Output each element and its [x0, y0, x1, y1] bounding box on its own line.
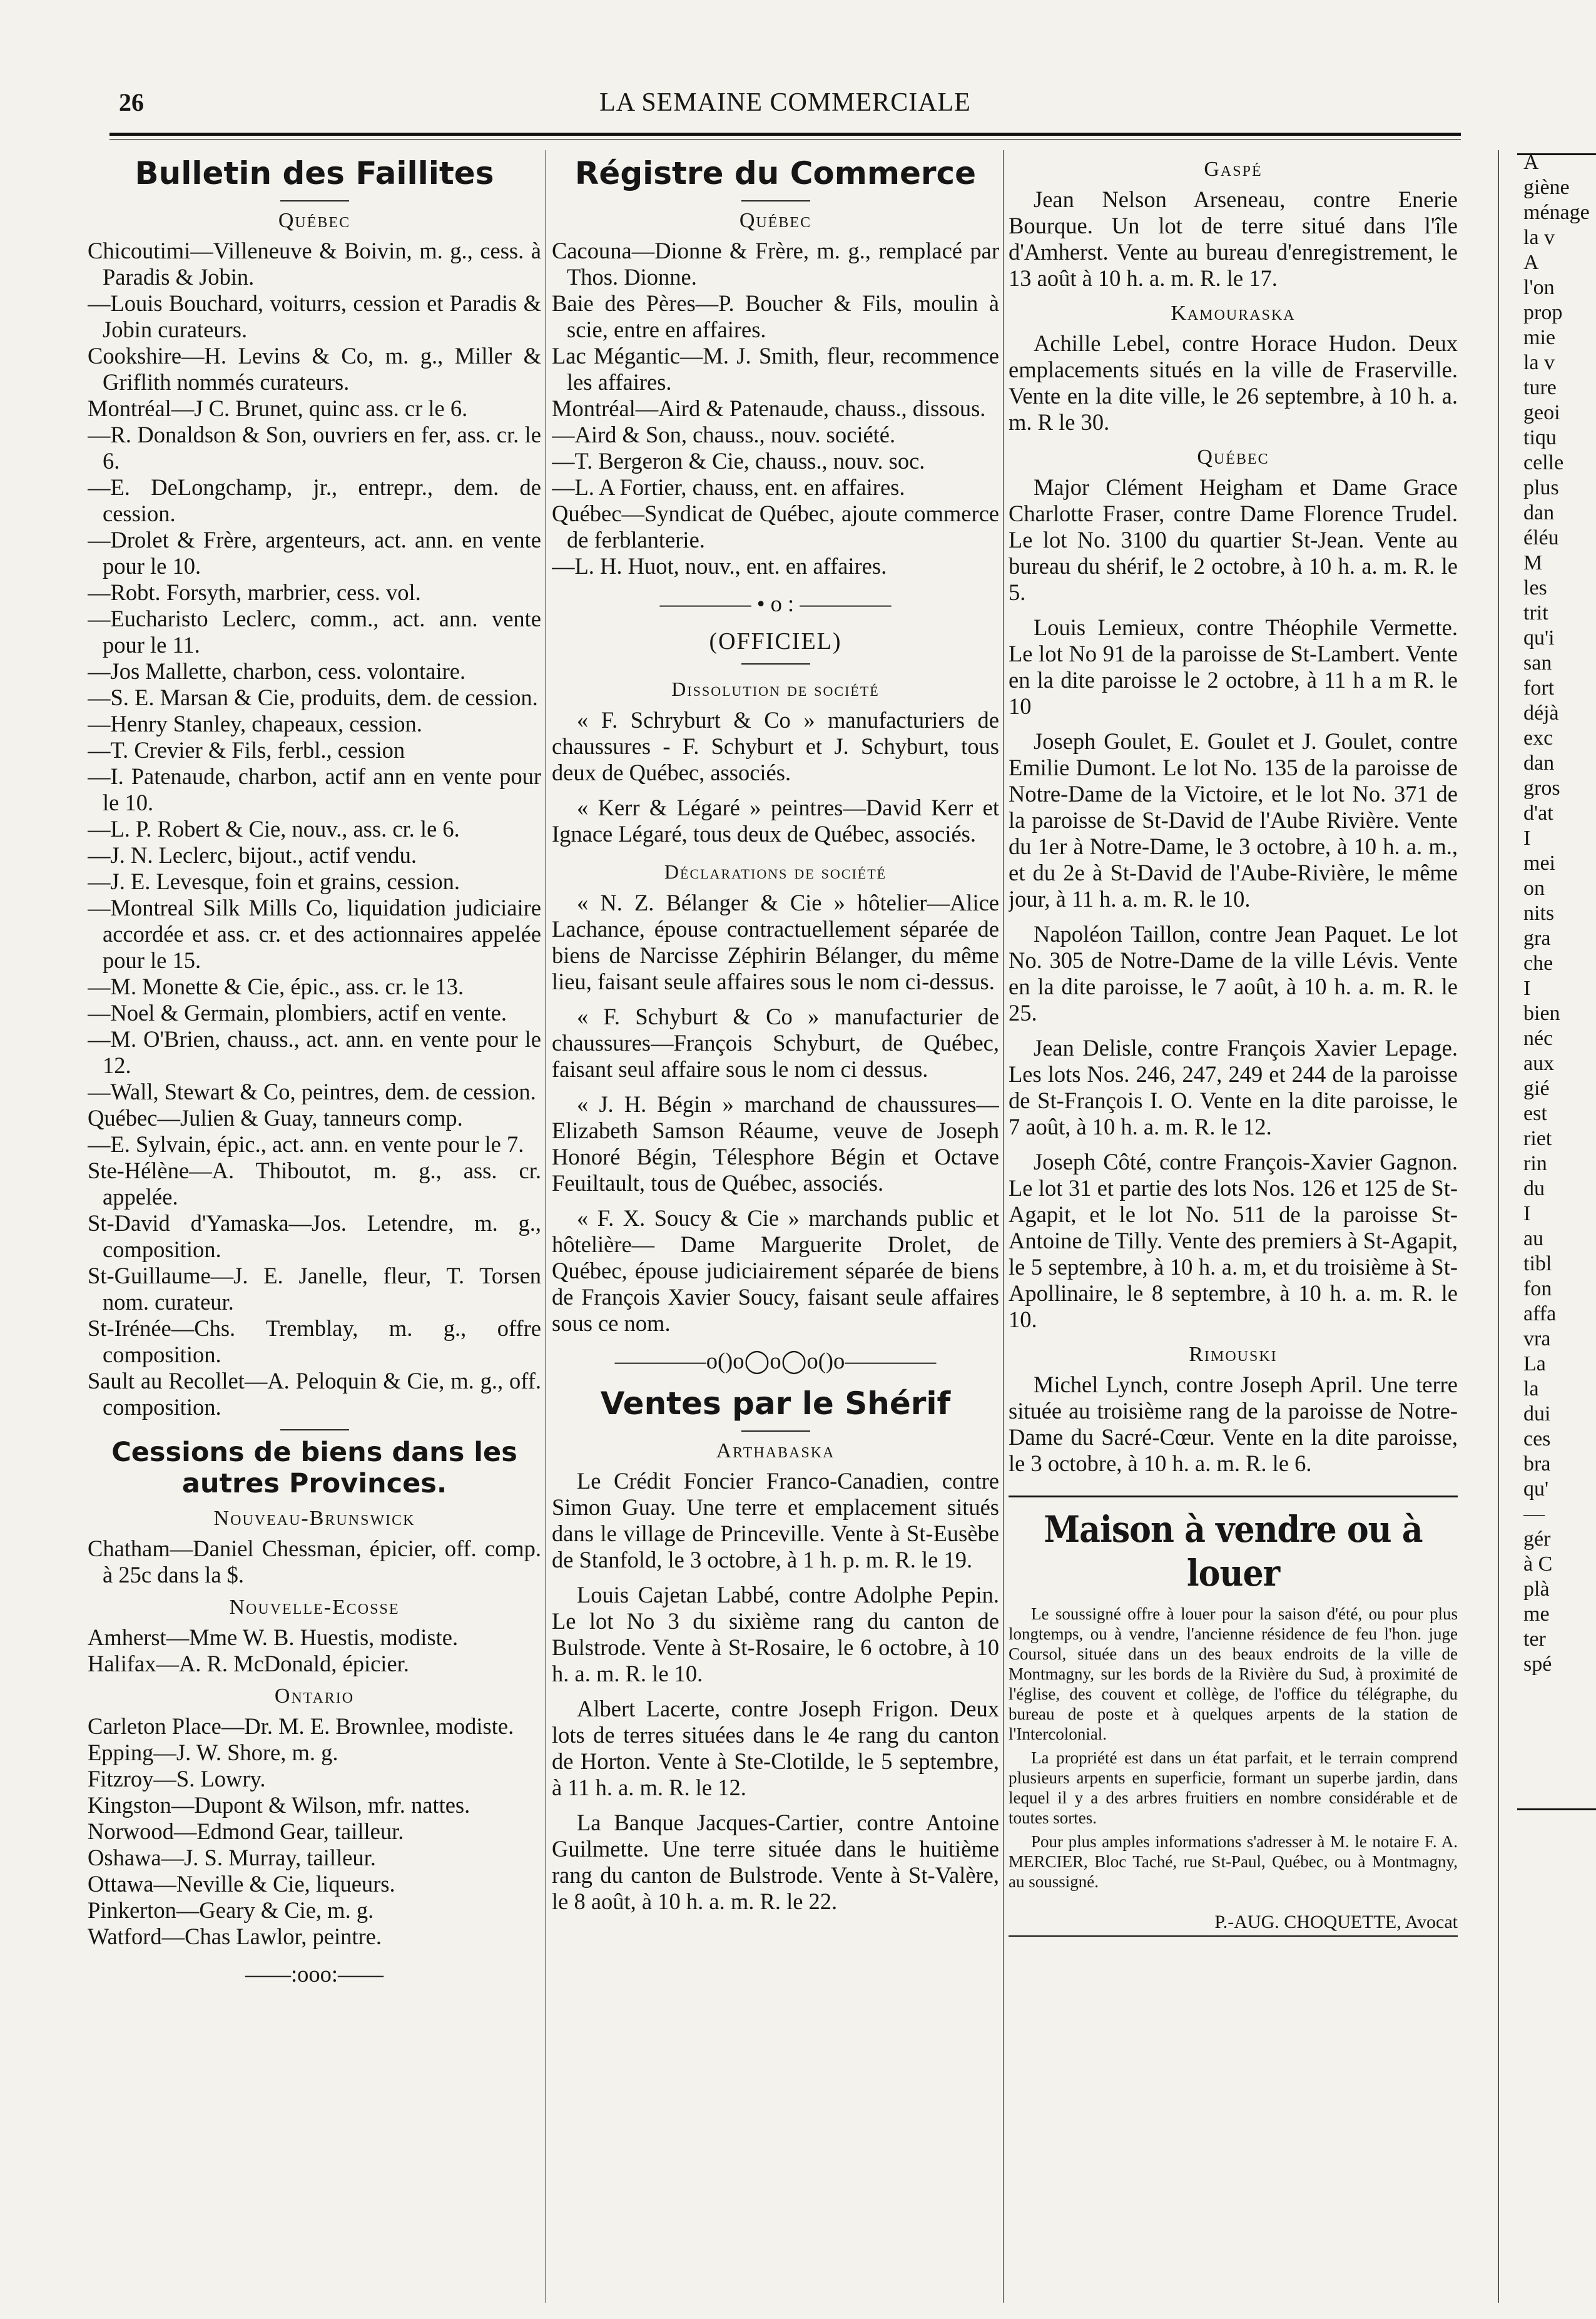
faillite-entry: St-David d'Yamaska—Jos. Letendre, m. g., composition. — [88, 1210, 541, 1262]
cession-entry: Amherst—Mme W. B. Huestis, modiste. — [88, 1624, 459, 1650]
cropped-fragment: gié — [1523, 1077, 1550, 1100]
vente-entry: Jean Delisle, contre François Xavier Lepage. Les lots Nos. 246, 247, 249 et 244 de la paroisse de St-François I. O. Vente en la dite paroisse, le 7 août, à 10 h. a. m. R. le 12. — [1009, 1035, 1458, 1139]
cropped-fragment: qu' — [1523, 1477, 1549, 1501]
cropped-fragment: la v — [1523, 351, 1555, 374]
cropped-fragment: ture — [1523, 376, 1557, 399]
rimouski-list — [1009, 1372, 1458, 1477]
dissolution-heading: Dissolution de société — [671, 678, 880, 700]
cession-entry: Pinkerton—Geary & Cie, m. g. — [88, 1897, 374, 1923]
cession-entry: Epping—J. W. Shore, m. g. — [88, 1740, 338, 1765]
cropped-fragment: dui — [1523, 1402, 1551, 1425]
cropped-fragment: éléu — [1523, 526, 1559, 549]
registre-entry: —T. Bergeron & Cie, chauss., nouv. soc. — [552, 448, 925, 474]
cropped-fragment: prop — [1523, 301, 1563, 324]
faillite-entry: —Montreal Silk Mills Co, liquidation judiciaire accordée et ass. cr. et des actionnaires appelée pour le 15. — [88, 895, 541, 973]
cropped-fragment: I — [1523, 977, 1531, 1000]
cropped-fragment: san — [1523, 651, 1552, 675]
cropped-fragments — [1523, 150, 1596, 1677]
declaration-entry: « F. Schyburt & Co » manufacturier de chaussures—François Schyburt, de Québec, faisant seul affaire sous le nom ci dessus. — [552, 1004, 999, 1082]
cropped-fragment: vra — [1523, 1327, 1551, 1350]
declaration-entry: « N. Z. Bélanger & Cie » hôtelier—Alice Lachance, épouse contractuellement séparée de biens de Narcisse Zéphirin Bélanger, du même lieu, faisant seule affaires sous le nom ci-dessus. — [552, 890, 999, 994]
section-title-ventes: Ventes par le Shérif — [600, 1385, 951, 1422]
registre-entry: Québec—Syndicat de Québec, ajoute commerce de ferblanterie. — [552, 501, 999, 553]
cropped-fragment: fort — [1523, 676, 1555, 700]
declarations-list — [552, 890, 999, 1337]
cropped-fragment: bien — [1523, 1002, 1560, 1025]
column-ventes-suite — [1009, 150, 1458, 2303]
faillite-entry: —Wall, Stewart & Co, peintres, dem. de cession. — [88, 1079, 536, 1104]
cession-entry: Chatham—Daniel Chessman, épicier, off. comp. à 25c dans la $. — [88, 1536, 541, 1588]
region-heading-ne: Nouvelle-Ecosse — [229, 1596, 400, 1619]
page-number: 26 — [119, 88, 144, 116]
cession-entry: Norwood—Edmond Gear, tailleur. — [88, 1818, 404, 1844]
divider — [741, 663, 810, 665]
faillite-entry: —R. Donaldson & Son, ouvriers en fer, ass. cr. le 6. — [88, 422, 541, 474]
section-title-registre: Régistre du Commerce — [574, 155, 977, 191]
cropped-fragment: mei — [1523, 852, 1555, 875]
cropped-fragment: qu'i — [1523, 626, 1555, 650]
vente-entry: Joseph Côté, contre François-Xavier Gagnon. Le lot 31 et partie des lots Nos. 126 et 125 de St-Agapit, et le lot No. 511 de la paroisse St-Antoine de Tilly. Vente des premiers à St-Agapit, le 5 septembre, à 10 h. a. m, et du troisième à St-Apollinaire, le 8 septembre, à 10 h. a. m. R. le 10. — [1009, 1149, 1458, 1332]
registre-entry: Montréal—Aird & Patenaude, chauss., dissous. — [552, 395, 986, 421]
vente-entry: Major Clément Heigham et Dame Grace Charlotte Fraser, contre Dame Florence Trudel. Le lot No. 3100 du quartier St-Jean. Vente au bureau du shérif, le 2 octobre, à 10 h. a. m. R. le 5. — [1009, 474, 1458, 605]
registre-list — [552, 238, 999, 579]
faillite-entry: —Jos Mallette, charbon, cess. volontaire. — [88, 658, 466, 684]
divider — [741, 1430, 810, 1432]
vente-entry: Joseph Goulet, E. Goulet et J. Goulet, contre Emilie Dumont. Le lot No. 135 de la paroisse de Notre-Dame de la Victoire, et le lot No. 371 de la paroisse de St-David de l'Aube Rivière. Vente du 1er à Notre-Dame, le 3 octobre, à 10 h. a. m., et du 2e à St-David de l'Aube-Rivière, le même jour, à 11 h. a. m. R. le 10. — [1009, 728, 1458, 912]
cropped-fragment: fon — [1523, 1277, 1552, 1300]
kamouraska-list — [1009, 330, 1458, 436]
cession-entry: Halifax—A. R. McDonald, épicier. — [88, 1651, 409, 1676]
cropped-fragment: à C — [1523, 1552, 1553, 1576]
faillite-entry: —T. Crevier & Fils, ferbl., cession — [88, 737, 405, 763]
vente-entry: La Banque Jacques-Cartier, contre Antoine Guilmette. Une terre située dans le huitième rang du canton de Bulstrode. Vente à St-Valère, le 8 août, à 10 h. a. m. R. le 22. — [552, 1810, 999, 1914]
region-heading-quebec: Québec — [278, 209, 351, 232]
cropped-fragment: tibl — [1523, 1252, 1552, 1275]
vente-entry: Jean Nelson Arseneau, contre Enerie Bourque. Un lot de terre situé dans l'île d'Amherst. Vente au bureau d'enregistrement, le 13 août à 10 h. a. m. R. le 17. — [1009, 186, 1458, 291]
cropped-fragment: la v — [1523, 226, 1555, 249]
ad-body — [1009, 1604, 1458, 1892]
cession-entry: Carleton Place—Dr. M. E. Brownlee, modiste. — [88, 1713, 514, 1739]
cropped-fragment: l'on — [1523, 276, 1555, 299]
cropped-fragment: La — [1523, 1352, 1546, 1375]
cropped-fragment: la — [1523, 1377, 1539, 1400]
cropped-fragment: exc — [1523, 726, 1553, 750]
cropped-fragment: riet — [1523, 1127, 1552, 1150]
dissolution-entry: « Kerr & Légaré » peintres—David Kerr et Ignace Légaré, tous deux de Québec, associés. — [552, 795, 999, 847]
vente-entry: Michel Lynch, contre Joseph April. Une terre située au troisième rang de la paroisse de Notre-Dame du Sacré-Cœur. Vente en la dite paroisse, le 3 octobre, à 10 h. a. m. R. le 6. — [1009, 1372, 1458, 1476]
column-divider — [1003, 150, 1004, 2303]
vente-entry: Albert Lacerte, contre Joseph Frigon. Deux lots de terres situées dans le 4e rang du canton de Horton. Vente à Ste-Clotilde, le 5 septembre, à 11 h. a. m. R. le 12. — [552, 1696, 999, 1800]
faillite-entry: —M. O'Brien, chauss., act. ann. en vente pour le 12. — [88, 1026, 541, 1078]
dissolution-entry: « F. Schryburt & Co » manufacturiers de chaussures - F. Schyburt et J. Schyburt, tous deux de Québec, associés. — [552, 707, 999, 785]
column-divider — [1498, 150, 1499, 2303]
official-heading: (OFFICIEL) — [709, 628, 842, 655]
faillite-entry: —I. Patenaude, charbon, actif ann en vente pour le 10. — [88, 763, 541, 815]
region-heading-quebec: Québec — [739, 209, 812, 232]
advertisement — [1009, 1496, 1458, 1937]
cession-entry: Watford—Chas Lawlor, peintre. — [88, 1924, 382, 1949]
gaspe-list — [1009, 186, 1458, 292]
cropped-fragment: gra — [1523, 927, 1551, 950]
ne-list — [88, 1624, 541, 1677]
faillite-entry: —Noel & Germain, plombiers, actif en vente. — [88, 1000, 507, 1026]
declaration-entry: « J. H. Bégin » marchand de chaussures—Elizabeth Samson Réaume, veuve de Joseph Honoré Bégin, Télesphore Bégin et Octave Feuiltault, tous de Québec, associés. — [552, 1091, 999, 1196]
cession-entry: Fitzroy—S. Lowry. — [88, 1766, 266, 1791]
divider — [280, 200, 349, 201]
cropped-fragment: déjà — [1523, 701, 1559, 725]
cropped-fragment: ménage — [1523, 201, 1590, 224]
cropped-fragment: au — [1523, 1227, 1544, 1250]
journal-title: LA SEMAINE COMMERCIALE — [599, 88, 971, 117]
ornament-separator: ————o()o◯o◯o()o———— — [614, 1348, 937, 1374]
faillite-entry: —Drolet & Frère, argenteurs, act. ann. en vente pour le 10. — [88, 527, 541, 579]
ad-title: Maison à vendre ou à louer — [1044, 1508, 1423, 1594]
cropped-fragment: dan — [1523, 501, 1555, 524]
page-header — [119, 88, 1451, 125]
vente-entry: Napoléon Taillon, contre Jean Paquet. Le lot No. 305 de Notre-Dame de la ville Lévis. Vente en la dite paroisse, le 7 août, à 10 h. a. m. R. le 25. — [1009, 921, 1458, 1026]
cropped-fragment: bra — [1523, 1452, 1551, 1475]
faillite-entry: Montréal—J C. Brunet, quinc ass. cr le 6. — [88, 395, 468, 421]
faillite-entry: —J. E. Levesque, foin et grains, cession. — [88, 869, 460, 894]
ad-paragraph: La propriété est dans un état parfait, et le terrain comprend plusieurs arpents en superficie, formant un superbe jardin, dans lequel il y a des arbres fruitiers en nombre considérable et de toutes sortes. — [1009, 1748, 1458, 1827]
cropped-fragment: ter — [1523, 1628, 1546, 1651]
faillite-entry: —M. Monette & Cie, épic., ass. cr. le 13. — [88, 974, 464, 999]
cropped-fragment: d'at — [1523, 802, 1553, 825]
section-title-cessions: Cessions de biens dans les autres Provinces. — [111, 1437, 517, 1499]
faillite-entry: —E. DeLongchamp, jr., entrepr., dem. de cession. — [88, 474, 541, 526]
cropped-fragment: giène — [1523, 176, 1570, 199]
cropped-fragment: celle — [1523, 451, 1564, 474]
column-registre-commerce — [552, 150, 999, 2303]
dissolution-list — [552, 707, 999, 847]
faillite-entry: —L. P. Robert & Cie, nouv., ass. cr. le 6. — [88, 816, 460, 842]
registre-entry: Lac Mégantic—M. J. Smith, fleur, recommence les affaires. — [552, 343, 999, 395]
cropped-fragment: gér — [1523, 1527, 1551, 1551]
cession-entry: Kingston—Dupont & Wilson, mfr. nattes. — [88, 1792, 470, 1818]
cropped-fragment: I — [1523, 827, 1531, 850]
cropped-fragment: I — [1523, 1202, 1531, 1225]
cropped-fragment: tiqu — [1523, 426, 1557, 449]
vente-entry: Louis Cajetan Labbé, contre Adolphe Pepin. Le lot No 3 du sixième rang du canton de Bulstrode. Vente à St-Rosaire, le 6 octobre, à 10 h. a. m. R. le 10. — [552, 1582, 999, 1686]
quebec-list — [1009, 474, 1458, 1333]
faillite-entry: Cookshire—H. Levins & Co, m. g., Miller & Griflith nommés curateurs. — [88, 343, 541, 395]
faillite-entry: —Louis Bouchard, voiturrs, cession et Paradis & Jobin curateurs. — [88, 290, 541, 342]
cropped-fragment: A — [1523, 251, 1539, 274]
cropped-fragment: — — [1523, 1502, 1545, 1526]
ad-paragraph: Pour plus amples informations s'adresser à M. le notaire F. A. MERCIER, Bloc Taché, rue St-Paul, Québec, ou à Montmagny, au soussigné. — [1009, 1832, 1458, 1891]
ad-signature: P.-AUG. CHOQUETTE, Avocat — [1214, 1912, 1458, 1932]
cession-entry: Ottawa—Neville & Cie, liqueurs. — [88, 1871, 395, 1897]
region-heading-quebec: Québec — [1197, 446, 1269, 469]
ontario-list — [88, 1713, 541, 1950]
ornament-separator: ———— • o : ———— — [659, 591, 892, 616]
faillites-list — [88, 238, 541, 1420]
faillite-entry: Québec—Julien & Guay, tanneurs comp. — [88, 1105, 463, 1131]
vente-entry: Le Crédit Foncier Franco-Canadien, contre Simon Guay. Une terre et emplacement situés dans le village de Princeville. Vente à St-Eusèbe de Stanfold, le 3 octobre, à 1 h. p. m. R. le 19. — [552, 1468, 999, 1572]
cropped-fragment: M — [1523, 551, 1543, 574]
cropped-fragment: spé — [1523, 1653, 1552, 1676]
divider — [741, 200, 810, 201]
region-heading-ontario: Ontario — [274, 1684, 355, 1708]
faillite-entry: —Eucharisto Leclerc, comm., act. ann. vente pour le 11. — [88, 606, 541, 658]
registre-entry: Baie des Pères—P. Boucher & Fils, moulin à scie, entre en affaires. — [552, 290, 999, 342]
header-rule-thin — [109, 139, 1461, 140]
declarations-heading: Déclarations de société — [664, 860, 887, 883]
region-heading-kamouraska: Kamouraska — [1171, 302, 1296, 325]
column-cropped-edge — [1523, 150, 1596, 2303]
registre-entry: —Aird & Son, chauss., nouv. société. — [552, 422, 896, 447]
faillite-entry: —S. E. Marsan & Cie, produits, dem. de cession. — [88, 685, 538, 710]
cropped-fragment: du — [1523, 1177, 1545, 1200]
cropped-fragment: me — [1523, 1603, 1550, 1626]
cropped-fragment: aux — [1523, 1052, 1555, 1075]
cropped-fragment: affa — [1523, 1302, 1557, 1325]
cropped-fragment: plà — [1523, 1577, 1550, 1601]
cropped-fragment: néc — [1523, 1027, 1553, 1050]
declaration-entry: « F. X. Soucy & Cie » marchands public et hôtelière— Dame Marguerite Drolet, de Québec, épouse judiciairement séparée de biens de François Xavier Soucy, faisant seule affaires sous ce nom. — [552, 1205, 999, 1336]
faillite-entry: —Henry Stanley, chapeaux, cession. — [88, 711, 422, 736]
vente-entry: Achille Lebel, contre Horace Hudon. Deux emplacements situés en la ville de Fraserville. Vente en la dite ville, le 26 septembre, à 10 h. a. m. R le 30. — [1009, 330, 1458, 435]
region-heading-nb: Nouveau-Brunswick — [213, 1507, 415, 1530]
ventes-list — [552, 1468, 999, 1915]
registre-entry: Cacouna—Dionne & Frère, m. g., remplacé par Thos. Dionne. — [552, 238, 999, 290]
cropped-fragment: gros — [1523, 777, 1560, 800]
faillite-entry: St-Guillaume—J. E. Janelle, fleur, T. Torsen nom. curateur. — [88, 1263, 541, 1315]
cropped-fragment: est — [1523, 1102, 1547, 1125]
end-ornament: ——:ooo:—— — [245, 1961, 384, 1987]
region-heading-rimouski: Rimouski — [1189, 1343, 1278, 1366]
section-title-faillites: Bulletin des Faillites — [135, 155, 494, 191]
cropped-fragment: che — [1523, 952, 1553, 975]
cropped-fragment: on — [1523, 877, 1545, 900]
cropped-fragment: plus — [1523, 476, 1559, 499]
cropped-fragment: nits — [1523, 902, 1555, 925]
registre-entry: —L. H. Huot, nouv., ent. en affaires. — [552, 553, 887, 579]
divider — [280, 1429, 349, 1430]
nb-list — [88, 1536, 541, 1588]
ad-paragraph: Le soussigné offre à louer pour la saison d'été, ou pour plus longtemps, ou à vendre, l'ancienne résidence de feu l'hon. juge Coursol, située dans un des beaux endroits de la ville de Montmagny, sur les bords de la Rivière du Sud, à proximité de l'église, des couvent et collège, de l'office du télégraphe, du bureau de poste et à quelques arpents de la station de l'Intercolonial. — [1009, 1604, 1458, 1743]
registre-entry: —L. A Fortier, chauss, ent. en affaires. — [552, 474, 905, 500]
vente-entry: Louis Lemieux, contre Théophile Vermette. Le lot No 91 de la paroisse de St-Lambert. Vente en la dite paroisse le 2 octobre, à 11 h a m R. le 10 — [1009, 614, 1458, 719]
faillite-entry: —E. Sylvain, épic., act. ann. en vente pour le 7. — [88, 1131, 524, 1157]
region-heading-arthabaska: Arthabaska — [716, 1439, 835, 1462]
faillite-entry: St-Irénée—Chs. Tremblay, m. g., offre composition. — [88, 1315, 541, 1367]
faillite-entry: —J. N. Leclerc, bijout., actif vendu. — [88, 842, 417, 868]
cropped-fragment: geoi — [1523, 401, 1560, 424]
column-bulletin-faillites — [88, 150, 541, 2303]
faillite-entry: Sault au Recollet—A. Peloquin & Cie, m. g., off. composition. — [88, 1368, 541, 1420]
faillite-entry: —Robt. Forsyth, marbrier, cess. vol. — [88, 579, 421, 605]
cropped-fragment: A — [1523, 151, 1539, 174]
region-heading-gaspe: Gaspé — [1204, 158, 1263, 181]
faillite-entry: Chicoutimi—Villeneuve & Boivin, m. g., cess. à Paradis & Jobin. — [88, 238, 541, 290]
cropped-fragment: les — [1523, 576, 1547, 599]
faillite-entry: Ste-Hélène—A. Thiboutot, m. g., ass. cr. appelée. — [88, 1158, 541, 1210]
cropped-fragment: trit — [1523, 601, 1548, 624]
cropped-fragment: ces — [1523, 1427, 1551, 1450]
cession-entry: Oshawa—J. S. Murray, tailleur. — [88, 1845, 376, 1870]
header-rule — [109, 133, 1461, 136]
cropped-fragment: rin — [1523, 1152, 1547, 1175]
cropped-fragment: dan — [1523, 752, 1555, 775]
cropped-fragment: mie — [1523, 326, 1555, 349]
